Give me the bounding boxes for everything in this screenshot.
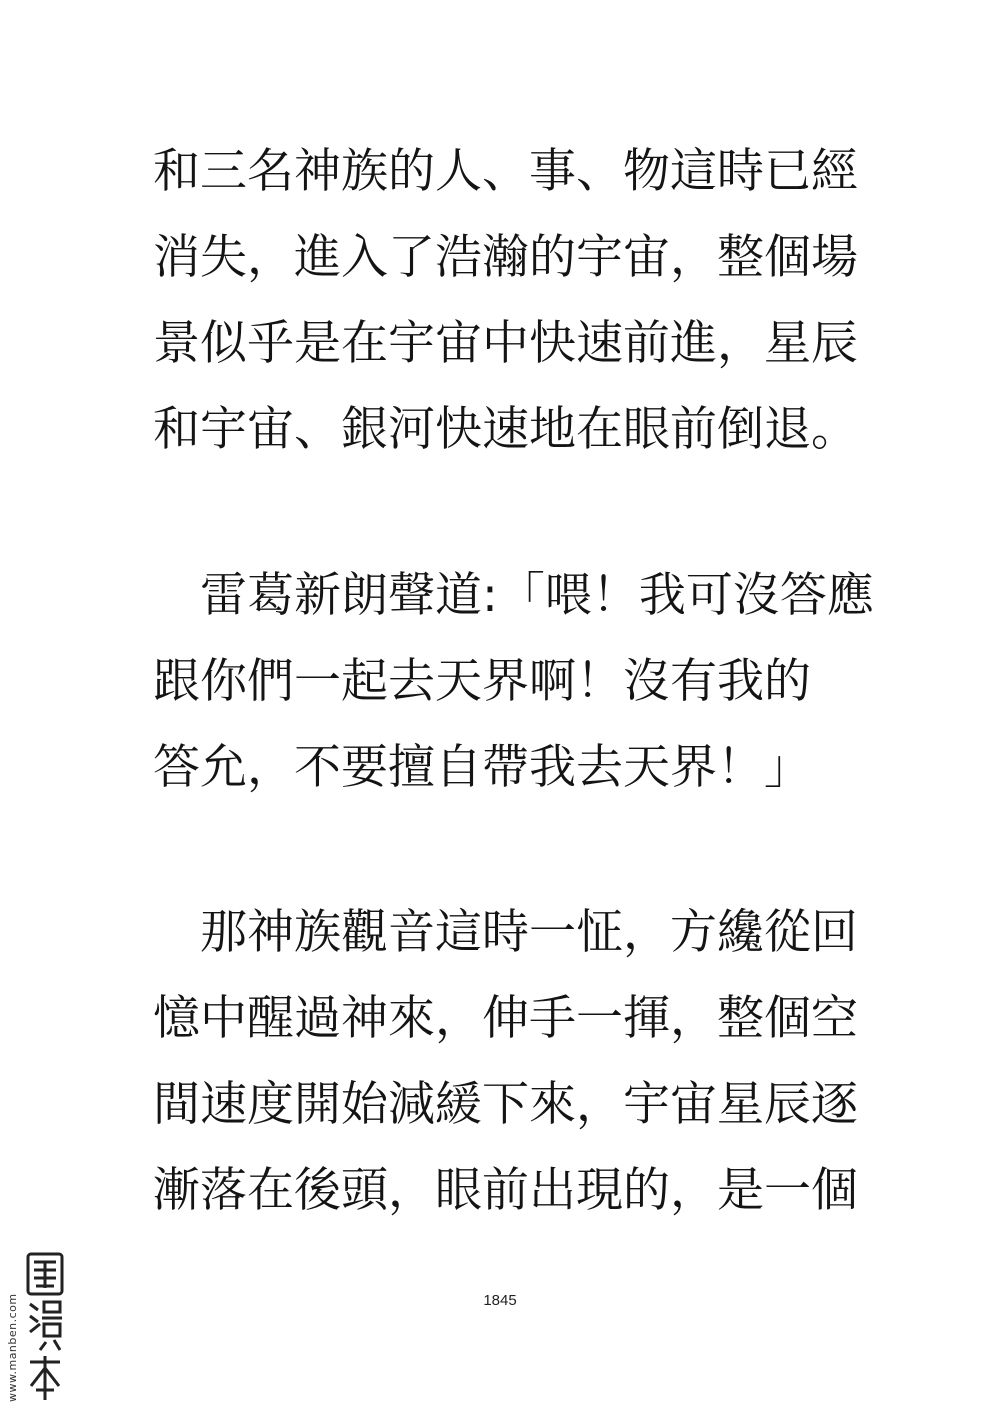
text-line: 漸落在後頭，眼前出現的，是一個	[153, 1163, 858, 1218]
paragraph-1	[153, 129, 873, 473]
text-line: 憶中醒過神來，伸手一揮，整個空	[153, 991, 858, 1046]
page-number: 1845	[483, 1292, 517, 1309]
paragraph-2	[153, 553, 873, 811]
text-line: 和宇宙、銀河快速地在眼前倒退。	[153, 402, 858, 457]
text-line: 和三名神族的人、事、物這時已經	[153, 144, 858, 199]
watermark-logo-icon	[24, 1250, 66, 1404]
watermark-url: www.manben.com	[6, 1293, 19, 1402]
text-line: 景似乎是在宇宙中快速前進，星辰	[153, 316, 858, 371]
text-line: 跟你們一起去天界啊！沒有我的	[153, 654, 811, 709]
text-line: 那神族觀音這時一怔，方纔從回	[153, 905, 858, 960]
text-line: 間速度開始減緩下來，宇宙星辰逐	[153, 1077, 858, 1132]
text-line: 答允，不要擅自帶我去天界！」	[153, 740, 811, 795]
text-line: 雷葛新朗聲道:「喂！我可沒答應	[153, 568, 874, 623]
text-line: 消失，進入了浩瀚的宇宙，整個場	[153, 230, 858, 285]
paragraph-3	[153, 890, 873, 1234]
